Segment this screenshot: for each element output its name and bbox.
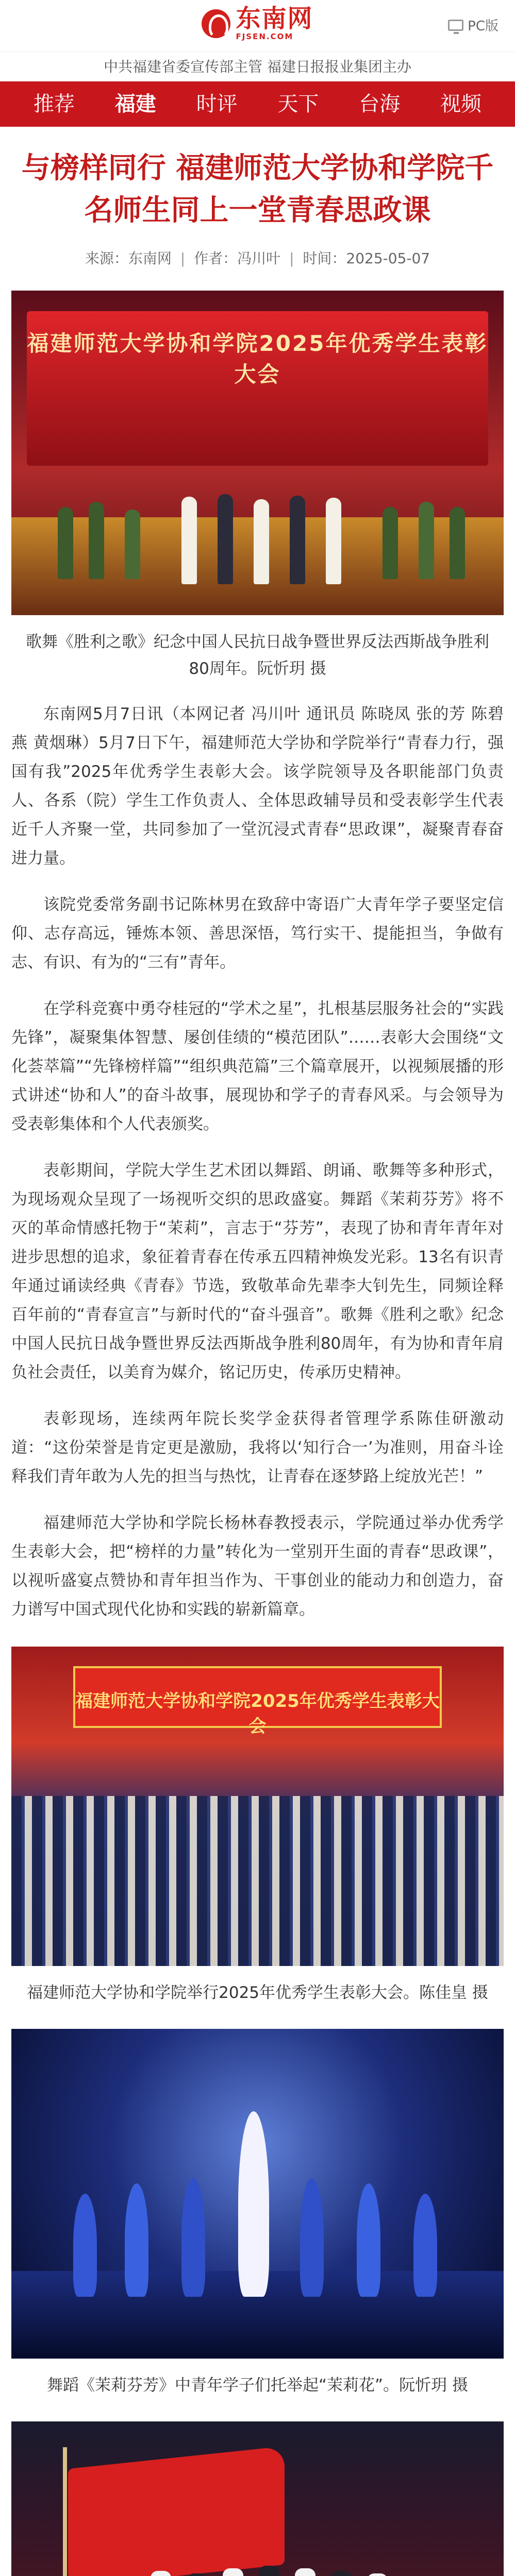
performer-figure xyxy=(290,496,305,584)
photo-caption: 福建师范大学协和学院举行2025年优秀学生表彰大会。陈佳皇 摄 xyxy=(27,1984,488,2002)
nav-tab-taiwan[interactable]: 台海 xyxy=(359,92,401,116)
site-header xyxy=(0,0,515,52)
photo-caption: 舞蹈《茉莉芬芳》中青年学子们托举起“茉莉花”。阮忻玥 摄 xyxy=(47,2376,468,2395)
dancer-figure xyxy=(125,2183,148,2297)
dancer-figure xyxy=(73,2194,97,2297)
stage-screen-banner: 福建师范大学协和学院2025年优秀学生表彰大会 xyxy=(27,331,488,387)
meta-divider: | xyxy=(289,250,294,267)
article-paragraph: 在学科竞赛中勇夺桂冠的“学术之星”，扎根基层服务社会的“实践先锋”，凝聚集体智慧、屡创佳绩的“模范团队”……表彰大会围绕“文化荟萃篇”“先锋榜样篇”“组织典范篇”三个篇章展开，以视频展播的形式讲述“协和人”的奋斗故事，展现协和学子的青春风采。与会领导为受表彰集体和个人代表颁奖。 xyxy=(11,999,504,1133)
lifted-dancer-figure xyxy=(238,2111,269,2297)
red-flag xyxy=(68,2446,285,2576)
logo-name: 东南网 xyxy=(236,4,313,33)
nav-tab-world[interactable]: 天下 xyxy=(277,92,319,116)
performer-figure xyxy=(383,507,398,579)
article-paragraph: 表彰现场，连续两年院长奖学金获得者管理学系陈佳研激动道：“这份荣誉是肯定更是激励，我将以‘知行合一’为准则，用奋斗诠释我们青年敢为人先的担当与热忱，让青春在逐梦路上绽放光芒！” xyxy=(11,1410,504,1486)
reciter-figure xyxy=(259,2566,279,2576)
reciter-figure xyxy=(223,2568,243,2576)
performer-figure xyxy=(419,502,434,579)
article-title: 与榜样同行 福建师范大学协和学院千名师生同上一堂青春思政课 xyxy=(21,151,494,227)
desktop-icon xyxy=(448,20,463,31)
channel-nav xyxy=(0,81,515,127)
nav-tab-fujian[interactable]: 福建 xyxy=(114,92,156,116)
reciter-figure xyxy=(331,2571,352,2576)
dancer-figure xyxy=(181,2178,205,2297)
reciter-figure xyxy=(367,2573,388,2576)
performer-figure xyxy=(58,507,73,579)
stage-screen xyxy=(27,311,488,466)
meta-divider: | xyxy=(180,250,186,267)
dancer-figure xyxy=(357,2183,380,2297)
article-paragraph: 表彰期间，学院大学生艺术团以舞蹈、朗诵、歌舞等多种形式，为现场观众呈现了一场视听交织的思政盛宴。舞蹈《茉莉芬芳》将不灭的革命情感托物于“茉莉”，言志于“芬芳”，表现了协和青年青年对进步思想的追求，象征着青春在传承五四精神焕发光彩。13名有识青年通过诵读经典《青春》节选，致敬革命先辈李大钊先生，同频诠释百年前的“青春宣言”与新时代的“奋斗强音”。歌舞《胜利之歌》纪念中国人民抗日战争暨世界反法西斯战争胜利80周年，有为协和青年肩负社会责任，以美育为媒介，铭记历史，传承历史精神。 xyxy=(11,1161,504,1382)
audience-rows xyxy=(11,1796,504,1966)
performer-figure xyxy=(125,510,140,579)
performer-figure xyxy=(254,499,269,584)
performer-figure xyxy=(326,498,341,584)
dancer-figure xyxy=(413,2194,437,2297)
source-label: 来源： xyxy=(85,250,128,267)
article-photo-dance[interactable] xyxy=(11,2029,504,2359)
pc-version-label: PC版 xyxy=(468,19,499,34)
time-label: 时间： xyxy=(303,250,346,267)
pc-version-link[interactable] xyxy=(448,15,499,35)
performer-figure xyxy=(218,494,233,584)
performer-figure xyxy=(89,502,104,579)
hall-banner xyxy=(73,1666,442,1737)
author-value: 冯川叶 xyxy=(237,250,281,267)
article-photo-recital[interactable] xyxy=(11,2421,504,2576)
sponsor-line: 中共福建省委宣传部主管 福建日报报业集团主办 xyxy=(0,52,515,81)
nav-tab-recommend[interactable]: 推荐 xyxy=(33,92,75,116)
article xyxy=(0,127,515,2576)
time-value: 2025-05-07 xyxy=(346,250,430,267)
nav-tab-commentary[interactable]: 时评 xyxy=(196,92,238,116)
article-paragraph: 福建师范大学协和学院长杨林春教授表示，学院通过举办优秀学生表彰大会，把“榜样的力量”转化为一堂别开生面的青春“思政课”，以视听盛宴点赞协和青年担当作为、干事创业的能动力和创造力，奋力谱写中国式现代化协和实践的崭新篇章。 xyxy=(11,1514,504,1619)
site-logo[interactable] xyxy=(0,6,515,41)
article-meta xyxy=(11,247,504,268)
hall-banner-text: 福建师范大学协和学院2025年优秀学生表彰大会 xyxy=(75,1691,440,1737)
photo-caption: 歌舞《胜利之歌》纪念中国人民抗日战争暨世界反法西斯战争胜利80周年。阮忻玥 摄 xyxy=(26,633,489,678)
author-label: 作者： xyxy=(194,250,238,267)
nav-tab-video[interactable]: 视频 xyxy=(440,92,482,116)
article-paragraph: 该院党委常务副书记陈林男在致辞中寄语广大青年学子要坚定信仰、志存高远，锤炼本领、善思深悟，笃行实干、提能担当，争做有志、有识、有为的“三有”青年。 xyxy=(11,895,504,972)
article-photo-ceremony-hall[interactable] xyxy=(11,1647,504,1966)
logo-emblem-icon xyxy=(202,9,230,38)
article-paragraph: 东南网5月7日讯（本网记者 冯川叶 通讯员 陈晓凤 张的芳 陈碧燕 黄烟琳）5月7日下午，福建师范大学协和学院举行“青春力行，强国有我”2025年优秀学生表彰大会。该学院领导及各职能部门负责人、各系（院）学生工作负责人、全体思政辅导员和受表彰学生代表近千人齐聚一堂，共同参加了一堂沉浸式青春“思政课”，凝聚青春奋进力量。 xyxy=(11,705,504,868)
source-value: 东南网 xyxy=(128,250,172,267)
performer-figure xyxy=(450,507,465,579)
reciter-figure xyxy=(295,2568,315,2576)
flag-pole xyxy=(63,2447,67,2576)
article-photo-stage-performance[interactable] xyxy=(11,291,504,615)
logo-domain: FJSEN.COM xyxy=(236,32,294,41)
dancer-figure xyxy=(300,2178,324,2297)
performer-figure xyxy=(181,497,197,584)
